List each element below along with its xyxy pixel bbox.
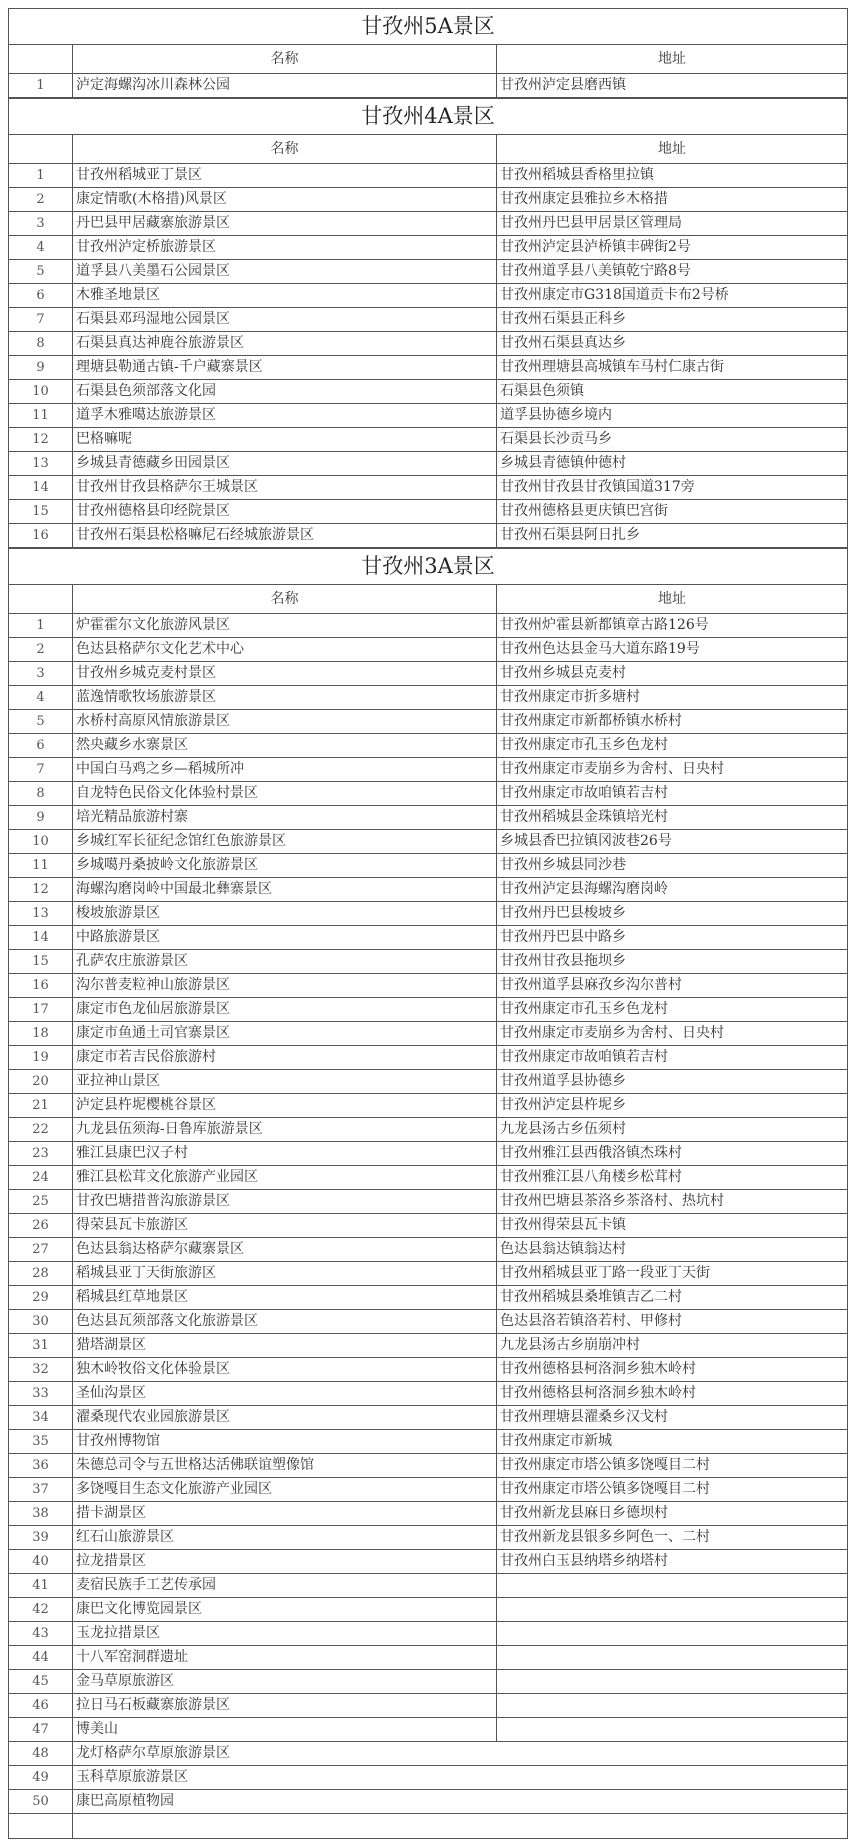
scenic-area-name: 康巴高原植物园 xyxy=(76,1793,174,1809)
scenic-area-name: 康巴文化博览园景区 xyxy=(73,1598,497,1621)
row-index: 32 xyxy=(9,1358,73,1381)
header-index xyxy=(9,135,73,163)
scenic-area-name: 康定情歌(木格措)风景区 xyxy=(73,188,497,211)
scenic-area-address: 甘孜州德格县柯洛洞乡独木岭村 xyxy=(500,1385,696,1401)
table-row xyxy=(9,1046,847,1070)
scenic-area-name: 濯桑现代农业园旅游景区 xyxy=(73,1406,497,1429)
scenic-area-name: 色达县翁达格萨尔藏寨景区 xyxy=(73,1238,497,1261)
row-index: 7 xyxy=(9,308,73,331)
scenic-area-address: 甘孜州泸定县海螺沟磨岗岭 xyxy=(500,881,668,897)
scenic-area-address: 甘孜州泸定县杵坭乡 xyxy=(500,1097,626,1113)
scenic-area-address: 甘孜州丹巴县梭坡乡 xyxy=(500,905,626,921)
scenic-area-name: 甘孜州德格县印经院景区 xyxy=(73,500,497,523)
row-index: 19 xyxy=(9,1046,73,1069)
table-row xyxy=(9,1190,847,1214)
scenic-area-address: 甘孜州康定市故咱镇若吉村 xyxy=(500,785,668,801)
table-row xyxy=(9,1718,847,1742)
section-title-4a: 甘孜州4A景区 xyxy=(9,98,847,135)
row-index: 2 xyxy=(9,638,73,661)
scenic-area-name: 稻城县红草地景区 xyxy=(73,1286,497,1309)
scenic-area-name: 玉龙拉措景区 xyxy=(73,1622,497,1645)
header-address: 地址 xyxy=(658,141,686,157)
row-index: 6 xyxy=(9,284,73,307)
row-index: 15 xyxy=(9,500,73,523)
row-index: 45 xyxy=(9,1670,73,1693)
table-row xyxy=(9,212,847,236)
scenic-area-name: 龙灯格萨尔草原旅游景区 xyxy=(76,1745,230,1761)
scenic-area-name: 丹巴县甲居藏寨旅游景区 xyxy=(73,212,497,235)
blank-cell xyxy=(9,1814,73,1838)
scenic-area-address: 甘孜州甘孜县甘孜镇国道317旁 xyxy=(500,479,695,495)
table-header xyxy=(9,135,847,164)
scenic-area-name: 康定市若吉民俗旅游村 xyxy=(73,1046,497,1069)
table-header xyxy=(9,45,847,74)
scenic-area-address: 甘孜州石渠县正科乡 xyxy=(500,311,626,327)
table-row xyxy=(9,452,847,476)
table-row xyxy=(9,1454,847,1478)
row-index: 6 xyxy=(9,734,73,757)
scenic-area-address: 甘孜州巴塘县茶洛乡茶洛村、热坑村 xyxy=(500,1193,724,1209)
blank-cell xyxy=(497,1814,847,1838)
row-index: 15 xyxy=(9,950,73,973)
row-index: 49 xyxy=(9,1766,73,1789)
scenic-area-address: 甘孜州康定市G318国道贡卡布2号桥 xyxy=(500,287,729,303)
row-index: 17 xyxy=(9,998,73,1021)
scenic-area-name: 雅江县康巴汉子村 xyxy=(73,1142,497,1165)
scenic-area-name: 色达县格萨尔文化艺术中心 xyxy=(73,638,497,661)
scenic-area-name: 得荣县瓦卡旅游区 xyxy=(73,1214,497,1237)
row-index: 41 xyxy=(9,1574,73,1597)
row-index: 9 xyxy=(9,806,73,829)
scenic-area-name: 甘孜州乡城克麦村景区 xyxy=(73,662,497,685)
scenic-area-address: 甘孜州康定县雅拉乡木格措 xyxy=(500,191,668,207)
row-index: 28 xyxy=(9,1262,73,1285)
blank-row xyxy=(9,1814,847,1839)
scenic-area-name: 石渠县真达神鹿谷旅游景区 xyxy=(73,332,497,355)
scenic-area-address: 乡城县香巴拉镇冈波巷26号 xyxy=(500,833,672,849)
scenic-area-name: 措卡湖景区 xyxy=(73,1502,497,1525)
scenic-area-address: 色达县洛若镇洛若村、甲修村 xyxy=(500,1313,682,1329)
scenic-area-address: 甘孜州石渠县阿日扎乡 xyxy=(500,527,640,543)
scenic-area-address: 甘孜州雅江县八角楼乡松茸村 xyxy=(500,1169,682,1185)
row-index: 7 xyxy=(9,758,73,781)
scenic-area-address: 乡城县青德镇仲德村 xyxy=(500,455,626,471)
scenic-area-name: 乡城红军长征纪念馆红色旅游景区 xyxy=(73,830,497,853)
table-row xyxy=(9,476,847,500)
table-row xyxy=(9,1166,847,1190)
scenic-area-name: 康定市鱼通土司官寨景区 xyxy=(73,1022,497,1045)
table-row xyxy=(9,284,847,308)
scenic-area-address: 甘孜州康定市塔公镇多饶嘎目二村 xyxy=(500,1481,710,1497)
section-title-3a: 甘孜州3A景区 xyxy=(9,548,847,585)
scenic-area-address: 甘孜州丹巴县中路乡 xyxy=(500,929,626,945)
scenic-area-address: 甘孜州道孚县八美镇乾宁路8号 xyxy=(500,263,691,279)
scenic-area-name: 培光精品旅游村寨 xyxy=(73,806,497,829)
row-index: 14 xyxy=(9,926,73,949)
row-index: 5 xyxy=(9,710,73,733)
table-row xyxy=(9,260,847,284)
row-index: 16 xyxy=(9,974,73,997)
scenic-area-address xyxy=(497,1694,847,1717)
scenic-area-name: 巴格嘛呢 xyxy=(73,428,497,451)
scenic-area-name: 理塘县勒通古镇-千户藏寨景区 xyxy=(73,356,497,379)
scenic-areas-table xyxy=(8,8,848,1839)
table-row xyxy=(9,734,847,758)
scenic-area-name: 色达县瓦须部落文化旅游景区 xyxy=(73,1310,497,1333)
row-index: 50 xyxy=(9,1790,73,1813)
scenic-area-address: 甘孜州乡城县克麦村 xyxy=(500,665,626,681)
scenic-area-name: 然央藏乡水寨景区 xyxy=(73,734,497,757)
row-index: 47 xyxy=(9,1718,73,1741)
scenic-area-name: 猎塔湖景区 xyxy=(73,1334,497,1357)
table-row xyxy=(9,638,847,662)
table-row xyxy=(9,614,847,638)
table-row xyxy=(9,524,847,548)
table-row xyxy=(9,1790,847,1814)
table-row xyxy=(9,1478,847,1502)
scenic-area-address: 甘孜州康定市孔玉乡色龙村 xyxy=(500,1001,668,1017)
table-row xyxy=(9,1526,847,1550)
scenic-area-name: 九龙县伍须海-日鲁库旅游景区 xyxy=(73,1118,497,1141)
scenic-area-address: 九龙县汤古乡崩崩冲村 xyxy=(500,1337,640,1353)
table-row xyxy=(9,1262,847,1286)
scenic-area-name: 甘孜州泸定桥旅游景区 xyxy=(73,236,497,259)
row-index: 1 xyxy=(9,74,73,97)
scenic-area-address: 甘孜州德格县柯洛洞乡独木岭村 xyxy=(500,1361,696,1377)
scenic-area-name: 道孚县八美墨石公园景区 xyxy=(73,260,497,283)
table-row xyxy=(9,1310,847,1334)
header-name: 名称 xyxy=(73,135,497,163)
row-index: 20 xyxy=(9,1070,73,1093)
scenic-area-address: 甘孜州稻城县桑堆镇吉乙二村 xyxy=(500,1289,682,1305)
scenic-area-name: 拉龙措景区 xyxy=(73,1550,497,1573)
scenic-area-address xyxy=(497,1598,847,1621)
table-row xyxy=(9,380,847,404)
row-index: 23 xyxy=(9,1142,73,1165)
scenic-area-address xyxy=(497,1574,847,1597)
header-name: 名称 xyxy=(73,45,497,73)
table-row xyxy=(9,404,847,428)
row-index: 29 xyxy=(9,1286,73,1309)
table-row xyxy=(9,1094,847,1118)
row-index: 26 xyxy=(9,1214,73,1237)
scenic-area-address: 甘孜州康定市孔玉乡色龙村 xyxy=(500,737,668,753)
row-index: 3 xyxy=(9,662,73,685)
scenic-area-name: 乡城噶丹桑披岭文化旅游景区 xyxy=(73,854,497,877)
blank-cell xyxy=(73,1814,497,1838)
row-index: 43 xyxy=(9,1622,73,1645)
table-row xyxy=(9,1118,847,1142)
scenic-area-address: 石渠县长沙贡马乡 xyxy=(500,431,612,447)
header-address: 地址 xyxy=(658,51,686,67)
table-row xyxy=(9,1502,847,1526)
row-index: 5 xyxy=(9,260,73,283)
row-index: 37 xyxy=(9,1478,73,1501)
scenic-area-address: 甘孜州稻城县香格里拉镇 xyxy=(500,167,654,183)
row-index: 14 xyxy=(9,476,73,499)
scenic-area-address: 甘孜州德格县更庆镇巴宫街 xyxy=(500,503,668,519)
table-row xyxy=(9,1334,847,1358)
section-title-5a: 甘孜州5A景区 xyxy=(9,8,847,45)
scenic-area-name: 中国白马鸡之乡—稻城所冲 xyxy=(73,758,497,781)
table-row xyxy=(9,74,847,98)
scenic-area-name: 多饶嘎目生态文化旅游产业园区 xyxy=(73,1478,497,1501)
scenic-area-name: 十八军窑洞群遗址 xyxy=(73,1646,497,1669)
table-row xyxy=(9,854,847,878)
scenic-area-address: 甘孜州康定市麦崩乡为舍村、日央村 xyxy=(500,1025,724,1041)
row-index: 21 xyxy=(9,1094,73,1117)
table-row xyxy=(9,1142,847,1166)
scenic-area-name: 康定市色龙仙居旅游景区 xyxy=(73,998,497,1021)
table-row xyxy=(9,1646,847,1670)
table-row xyxy=(9,878,847,902)
table-row xyxy=(9,1550,847,1574)
table-row xyxy=(9,1022,847,1046)
table-row xyxy=(9,998,847,1022)
row-index: 12 xyxy=(9,428,73,451)
table-row xyxy=(9,926,847,950)
scenic-area-address: 甘孜州道孚县协德乡 xyxy=(500,1073,626,1089)
row-index: 12 xyxy=(9,878,73,901)
scenic-area-address xyxy=(497,1766,847,1789)
scenic-area-address: 甘孜州康定市折多塘村 xyxy=(500,689,640,705)
table-row xyxy=(9,782,847,806)
scenic-area-name: 拉日马石板藏寨旅游景区 xyxy=(73,1694,497,1717)
scenic-area-name: 红石山旅游景区 xyxy=(73,1526,497,1549)
scenic-area-address xyxy=(497,1790,847,1813)
row-index: 33 xyxy=(9,1382,73,1405)
scenic-area-address: 石渠县色须镇 xyxy=(500,383,584,399)
scenic-area-address: 甘孜州稻城县金珠镇培光村 xyxy=(500,809,668,825)
scenic-area-name: 稻城县亚丁天街旅游区 xyxy=(73,1262,497,1285)
scenic-area-name: 石渠县邓玛湿地公园景区 xyxy=(73,308,497,331)
table-row xyxy=(9,1070,847,1094)
scenic-area-name: 独木岭牧俗文化体验景区 xyxy=(73,1358,497,1381)
scenic-area-address xyxy=(497,1718,847,1741)
scenic-area-name: 玉科草原旅游景区 xyxy=(76,1769,188,1785)
header-index xyxy=(9,45,73,73)
scenic-area-address: 甘孜州康定市新城 xyxy=(500,1433,612,1449)
scenic-area-address: 甘孜州康定市塔公镇多饶嘎目二村 xyxy=(500,1457,710,1473)
row-index: 38 xyxy=(9,1502,73,1525)
scenic-area-address xyxy=(497,1742,847,1765)
scenic-area-address: 甘孜州泸定县磨西镇 xyxy=(500,77,626,93)
scenic-area-address: 甘孜州雅江县西俄洛镇杰珠村 xyxy=(500,1145,682,1161)
table-row xyxy=(9,1574,847,1598)
scenic-area-address: 甘孜州石渠县真达乡 xyxy=(500,335,626,351)
row-index: 31 xyxy=(9,1334,73,1357)
scenic-area-name: 甘孜州甘孜县格萨尔王城景区 xyxy=(73,476,497,499)
table-row xyxy=(9,332,847,356)
scenic-area-name: 木雅圣地景区 xyxy=(73,284,497,307)
row-index: 8 xyxy=(9,332,73,355)
row-index: 16 xyxy=(9,524,73,547)
row-index: 3 xyxy=(9,212,73,235)
row-index: 10 xyxy=(9,380,73,403)
table-row xyxy=(9,1694,847,1718)
table-row xyxy=(9,236,847,260)
scenic-area-name: 中路旅游景区 xyxy=(73,926,497,949)
row-index: 25 xyxy=(9,1190,73,1213)
scenic-area-name: 自龙特色民俗文化体验村景区 xyxy=(73,782,497,805)
row-index: 1 xyxy=(9,164,73,187)
table-row xyxy=(9,830,847,854)
scenic-area-address: 甘孜州道孚县麻孜乡沟尔普村 xyxy=(500,977,682,993)
scenic-area-name: 金马草原旅游区 xyxy=(73,1670,497,1693)
scenic-area-name: 麦宿民族手工艺传承园 xyxy=(73,1574,497,1597)
table-row xyxy=(9,428,847,452)
scenic-area-address: 道孚县协德乡境内 xyxy=(500,407,612,423)
scenic-area-address: 甘孜州理塘县濯桑乡汉戈村 xyxy=(500,1409,668,1425)
row-index: 30 xyxy=(9,1310,73,1333)
row-index: 48 xyxy=(9,1742,73,1765)
table-row xyxy=(9,356,847,380)
row-index: 13 xyxy=(9,452,73,475)
scenic-area-address: 九龙县汤古乡伍须村 xyxy=(500,1121,626,1137)
scenic-area-address: 甘孜州新龙县银多乡阿色一、二村 xyxy=(500,1529,710,1545)
scenic-area-address: 甘孜州甘孜县拖坝乡 xyxy=(500,953,626,969)
row-index: 40 xyxy=(9,1550,73,1573)
scenic-area-address: 甘孜州炉霍县新都镇章古路126号 xyxy=(500,617,709,633)
table-row xyxy=(9,1430,847,1454)
table-row xyxy=(9,1670,847,1694)
scenic-area-address xyxy=(497,1646,847,1669)
row-index: 9 xyxy=(9,356,73,379)
scenic-area-address: 甘孜州康定市麦崩乡为舍村、日央村 xyxy=(500,761,724,777)
table-row xyxy=(9,1286,847,1310)
header-index xyxy=(9,585,73,613)
scenic-area-address xyxy=(497,1622,847,1645)
table-row xyxy=(9,1238,847,1262)
scenic-area-address: 甘孜州白玉县纳塔乡纳塔村 xyxy=(500,1553,668,1569)
table-row xyxy=(9,1622,847,1646)
scenic-area-name: 水桥村高原风情旅游景区 xyxy=(73,710,497,733)
table-row xyxy=(9,1766,847,1790)
scenic-area-address: 甘孜州得荣县瓦卡镇 xyxy=(500,1217,626,1233)
scenic-area-address: 甘孜州理塘县高城镇车马村仁康古街 xyxy=(500,359,724,375)
row-index: 1 xyxy=(9,614,73,637)
scenic-area-address: 甘孜州泸定县泸桥镇丰碑街2号 xyxy=(500,239,691,255)
table-row xyxy=(9,1358,847,1382)
table-row xyxy=(9,974,847,998)
table-row xyxy=(9,1406,847,1430)
header-address: 地址 xyxy=(658,591,686,607)
scenic-area-name: 泸定海螺沟冰川森林公园 xyxy=(73,74,497,97)
row-index: 35 xyxy=(9,1430,73,1453)
table-row xyxy=(9,758,847,782)
scenic-area-name: 甘孜州稻城亚丁景区 xyxy=(73,164,497,187)
row-index: 22 xyxy=(9,1118,73,1141)
table-row xyxy=(9,164,847,188)
row-index: 2 xyxy=(9,188,73,211)
scenic-area-name: 石渠县色须部落文化园 xyxy=(73,380,497,403)
scenic-area-address xyxy=(497,1670,847,1693)
table-row xyxy=(9,950,847,974)
scenic-area-address: 甘孜州康定市新都桥镇水桥村 xyxy=(500,713,682,729)
table-row xyxy=(9,1382,847,1406)
scenic-area-name: 圣仙沟景区 xyxy=(73,1382,497,1405)
row-index: 27 xyxy=(9,1238,73,1261)
header-name: 名称 xyxy=(73,585,497,613)
row-index: 44 xyxy=(9,1646,73,1669)
scenic-area-name: 蓝逸情歌牧场旅游景区 xyxy=(73,686,497,709)
scenic-area-address: 甘孜州康定市故咱镇若吉村 xyxy=(500,1049,668,1065)
table-row xyxy=(9,308,847,332)
scenic-area-name: 沟尔普麦粒神山旅游景区 xyxy=(73,974,497,997)
table-row xyxy=(9,1214,847,1238)
scenic-area-name: 海螺沟磨岗岭中国最北彝寨景区 xyxy=(73,878,497,901)
row-index: 13 xyxy=(9,902,73,925)
table-row xyxy=(9,1742,847,1766)
table-row xyxy=(9,1598,847,1622)
row-index: 18 xyxy=(9,1022,73,1045)
row-index: 39 xyxy=(9,1526,73,1549)
table-row xyxy=(9,806,847,830)
row-index: 36 xyxy=(9,1454,73,1477)
scenic-area-address: 甘孜州稻城县亚丁路一段亚丁天街 xyxy=(500,1265,710,1281)
table-row xyxy=(9,188,847,212)
table-row xyxy=(9,902,847,926)
table-header xyxy=(9,585,847,614)
scenic-area-address: 甘孜州新龙县麻日乡德坝村 xyxy=(500,1505,668,1521)
scenic-area-address: 甘孜州丹巴县甲居景区管理局 xyxy=(500,215,682,231)
row-index: 46 xyxy=(9,1694,73,1717)
scenic-area-name: 甘孜州博物馆 xyxy=(73,1430,497,1453)
row-index: 42 xyxy=(9,1598,73,1621)
table-row xyxy=(9,500,847,524)
row-index: 8 xyxy=(9,782,73,805)
table-row xyxy=(9,686,847,710)
scenic-area-address: 色达县翁达镇翁达村 xyxy=(500,1241,626,1257)
row-index: 24 xyxy=(9,1166,73,1189)
scenic-area-address: 甘孜州乡城县同沙巷 xyxy=(500,857,626,873)
table-row xyxy=(9,710,847,734)
scenic-area-name: 乡城县青德藏乡田园景区 xyxy=(73,452,497,475)
scenic-area-name: 孔萨农庄旅游景区 xyxy=(73,950,497,973)
scenic-area-name: 炉霍霍尔文化旅游风景区 xyxy=(73,614,497,637)
table-row xyxy=(9,662,847,686)
scenic-area-name: 亚拉神山景区 xyxy=(73,1070,497,1093)
scenic-area-name: 道孚木雅噶达旅游景区 xyxy=(73,404,497,427)
scenic-area-name: 泸定县杵坭樱桃谷景区 xyxy=(73,1094,497,1117)
scenic-area-name: 梭坡旅游景区 xyxy=(73,902,497,925)
scenic-area-name: 雅江县松茸文化旅游产业园区 xyxy=(73,1166,497,1189)
row-index: 10 xyxy=(9,830,73,853)
scenic-area-address: 甘孜州色达县金马大道东路19号 xyxy=(500,641,700,657)
row-index: 34 xyxy=(9,1406,73,1429)
row-index: 4 xyxy=(9,236,73,259)
row-index: 11 xyxy=(9,404,73,427)
row-index: 11 xyxy=(9,854,73,877)
scenic-area-name: 甘孜巴塘措普沟旅游景区 xyxy=(73,1190,497,1213)
row-index: 4 xyxy=(9,686,73,709)
scenic-area-name: 博美山 xyxy=(73,1718,497,1741)
scenic-area-name: 甘孜州石渠县松格嘛尼石经城旅游景区 xyxy=(73,524,497,547)
scenic-area-name: 朱德总司令与五世格达活佛联谊塑像馆 xyxy=(73,1454,497,1477)
